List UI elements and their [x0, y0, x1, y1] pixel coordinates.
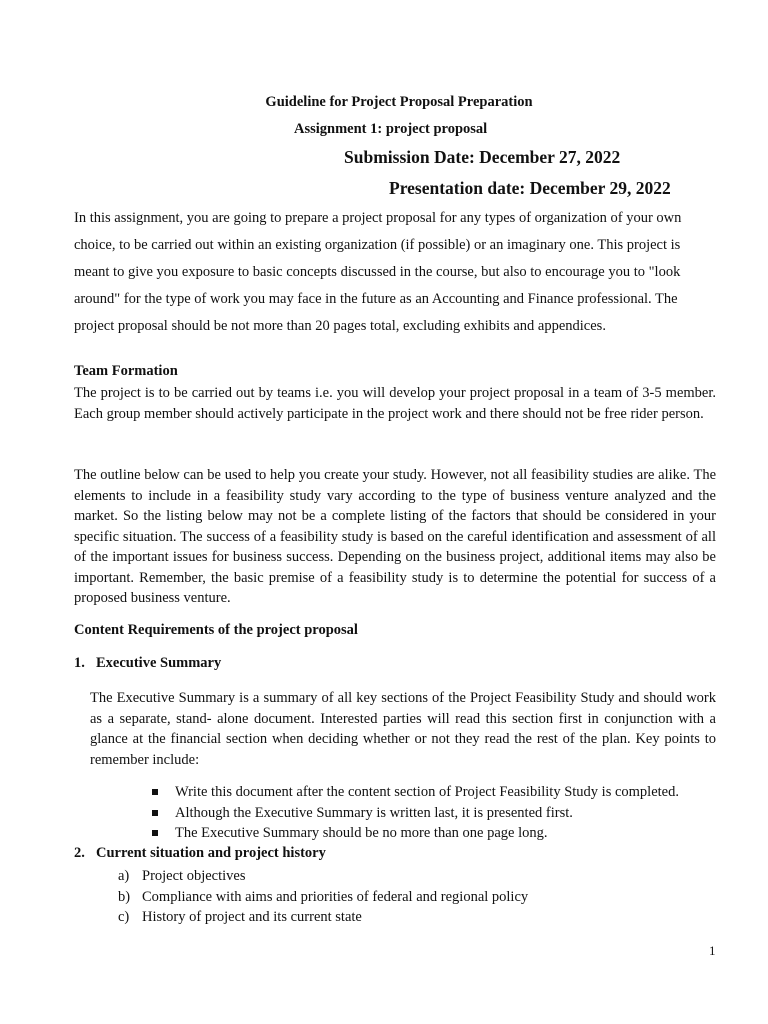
- section-1-title: Executive Summary: [96, 655, 222, 671]
- section-2-title: Current situation and project history: [96, 845, 326, 861]
- section-1-heading: [74, 655, 221, 672]
- list-item: [118, 907, 718, 928]
- bullet-square-icon: [152, 789, 158, 795]
- executive-summary-paragraph: The Executive Summary is a summary of all key sections of the Project Feasibility Study and should work as a separate, stand- alone document. Interested parties will read this section first in conjunction with a glance at the financial section when deciding whether or not they read the rest of the plan. Key points to remember include:: [90, 690, 716, 768]
- list-item: [118, 866, 718, 887]
- section-2-number: 2.: [74, 845, 85, 861]
- assignment-subtitle: Assignment 1: project proposal: [294, 121, 488, 137]
- list-item-text: Project objectives: [142, 868, 246, 884]
- submission-date: Submission Date: December 27, 2022: [344, 147, 621, 167]
- list-item-text: History of project and its current state: [142, 909, 362, 925]
- list-marker: b): [118, 888, 131, 905]
- list-item-text: Compliance with aims and priorities of federal and regional policy: [142, 888, 529, 905]
- bullet-square-icon: [152, 810, 158, 816]
- bullet-square-icon: [152, 830, 158, 836]
- bullet-text: Write this document after the content section of Project Feasibility Study is completed.: [175, 784, 679, 800]
- list-item: [152, 803, 732, 824]
- list-marker: c): [118, 909, 130, 925]
- presentation-date: Presentation date: December 29, 2022: [389, 178, 671, 198]
- list-item: [118, 887, 718, 908]
- team-formation-heading: Team Formation: [74, 363, 178, 379]
- bullet-text: The Executive Summary should be no more than one page long.: [175, 825, 548, 841]
- list-item: [152, 823, 732, 844]
- intro-paragraph: In this assignment, you are going to prepare a project proposal for any types of organization of your own choice, to be carried out within an existing organization (if possible) or an imaginary one. This project is meant to give you exposure to basic concepts discussed in the course, but also to encourage you to "look around" for the type of work you may face in the future as an Accounting and Finance professional. The project proposal should be not more than 20 pages total, excluding exhibits and appendices.: [74, 210, 682, 334]
- document-title: Guideline for Project Proposal Preparation: [265, 94, 533, 110]
- outline-paragraph: The outline below can be used to help you create your study. However, not all feasibility studies are alike. The elements to include in a feasibility study vary according to the type of business venture analyzed and the market. So the listing below may not be a complete listing of the factors that should be considered in your specific situation. The success of a feasibility study is based on the careful identification and assessment of all of the important issues for business success. Depending on the business project, additional items may also be important. Remember, the basic premise of a feasibility study is to determine the potential for success of a proposed business venture.: [74, 467, 716, 606]
- bullet-text: Although the Executive Summary is written last, it is presented first.: [175, 804, 573, 821]
- executive-summary-bullets: [152, 782, 732, 844]
- list-marker: a): [118, 868, 130, 884]
- page-number: 1: [709, 943, 716, 958]
- section-2-heading: [74, 845, 326, 862]
- list-item: [152, 782, 732, 803]
- team-formation-paragraph: The project is to be carried out by teams i.e. you will develop your project proposal in a team of 3-5 member. Each group member should actively participate in the project work and there should not be free rider person.: [74, 385, 716, 422]
- section-2-list: [118, 866, 718, 928]
- section-1-number: 1.: [74, 655, 85, 671]
- content-requirements-heading: Content Requirements of the project proposal: [74, 622, 358, 638]
